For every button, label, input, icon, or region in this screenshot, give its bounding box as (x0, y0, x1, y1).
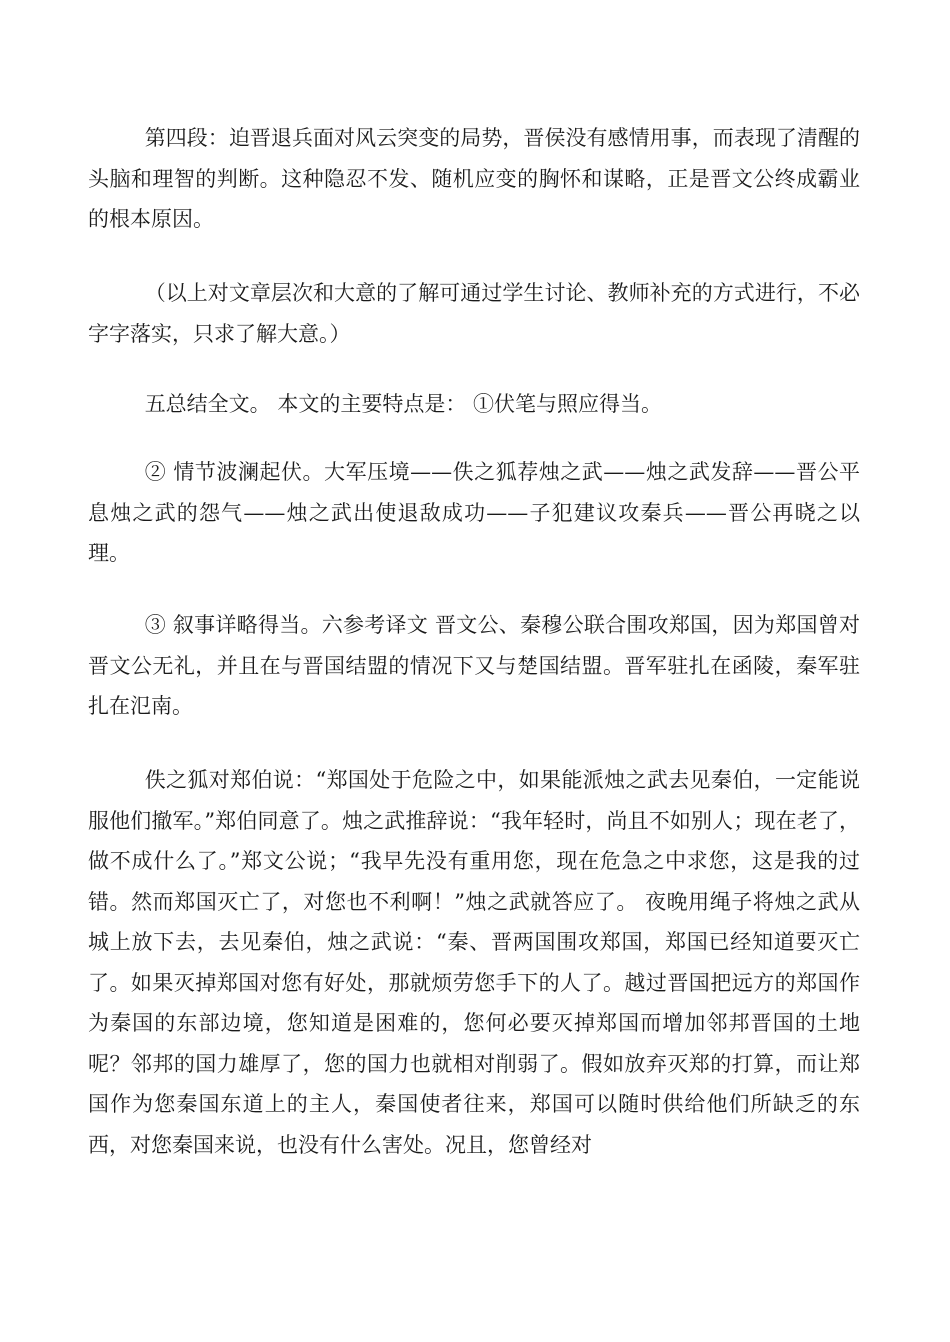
paragraph-summary-heading: 五总结全文。 本文的主要特点是： ①伏笔与照应得当。 (144, 392, 663, 416)
paragraph-translation: 佚之狐对郑伯说：“郑国处于危险之中，如果能派烛之武去见秦伯，一定能说服他们撤军。”郑伯同意了。烛之武推辞说：“我年轻时，尚且不如别人；现在老了，做不成什么了。”郑文公说；“我早先没有重用您，现在危急之中求您，这是我的过错。然而郑国灭亡了，对您也不利啊！”烛之武就答应了。 夜晚用绳子将烛之武从城上放下去，去见秦伯，烛之武说：“秦、晋两国围攻郑国，郑国已经知道要灭亡了。如果灭掉郑国对您有好处，那就烦劳您手下的人了。越过晋国把远方的郑国作为秦国的东部边境，您知道是困难的，您何必要灭掉郑国而增加邻邦晋国的土地呢？邻邦的国力雄厚了，您的国力也就相对削弱了。假如放弃灭郑的打算，而让郑国作为您秦国东道上的主人，秦国使者往来，郑国可以随时供给他们所缺乏的东西，对您秦国来说，也没有什么害处。况且，您曾经对 (88, 768, 860, 1157)
paragraph-teaching-note: （以上对文章层次和大意的了解可通过学生讨论、教师补充的方式进行，不必字字落实，只求了解大意。） (88, 281, 860, 346)
paragraph-feature-three: ③ 叙事详略得当。六参考译文 晋文公、秦穆公联合围攻郑国，因为郑国曾对晋文公无礼，并且在与晋国结盟的情况下又与楚国结盟。晋军驻扎在函陵，秦军驻扎在氾南。 (88, 613, 860, 718)
paragraph-section-four: 第四段：迫晋退兵面对风云突变的局势，晋侯没有感情用事，而表现了清醒的头脑和理智的判断。这种隐忍不发、随机应变的胸怀和谋略，正是晋文公终成霸业的根本原因。 (88, 126, 860, 231)
paragraph-feature-two: ② 情节波澜起伏。大军压境——佚之狐荐烛之武——烛之武发辞——晋公平息烛之武的怨气——烛之武出使退敌成功——子犯建议攻秦兵——晋公再晓之以理。 (88, 460, 860, 565)
